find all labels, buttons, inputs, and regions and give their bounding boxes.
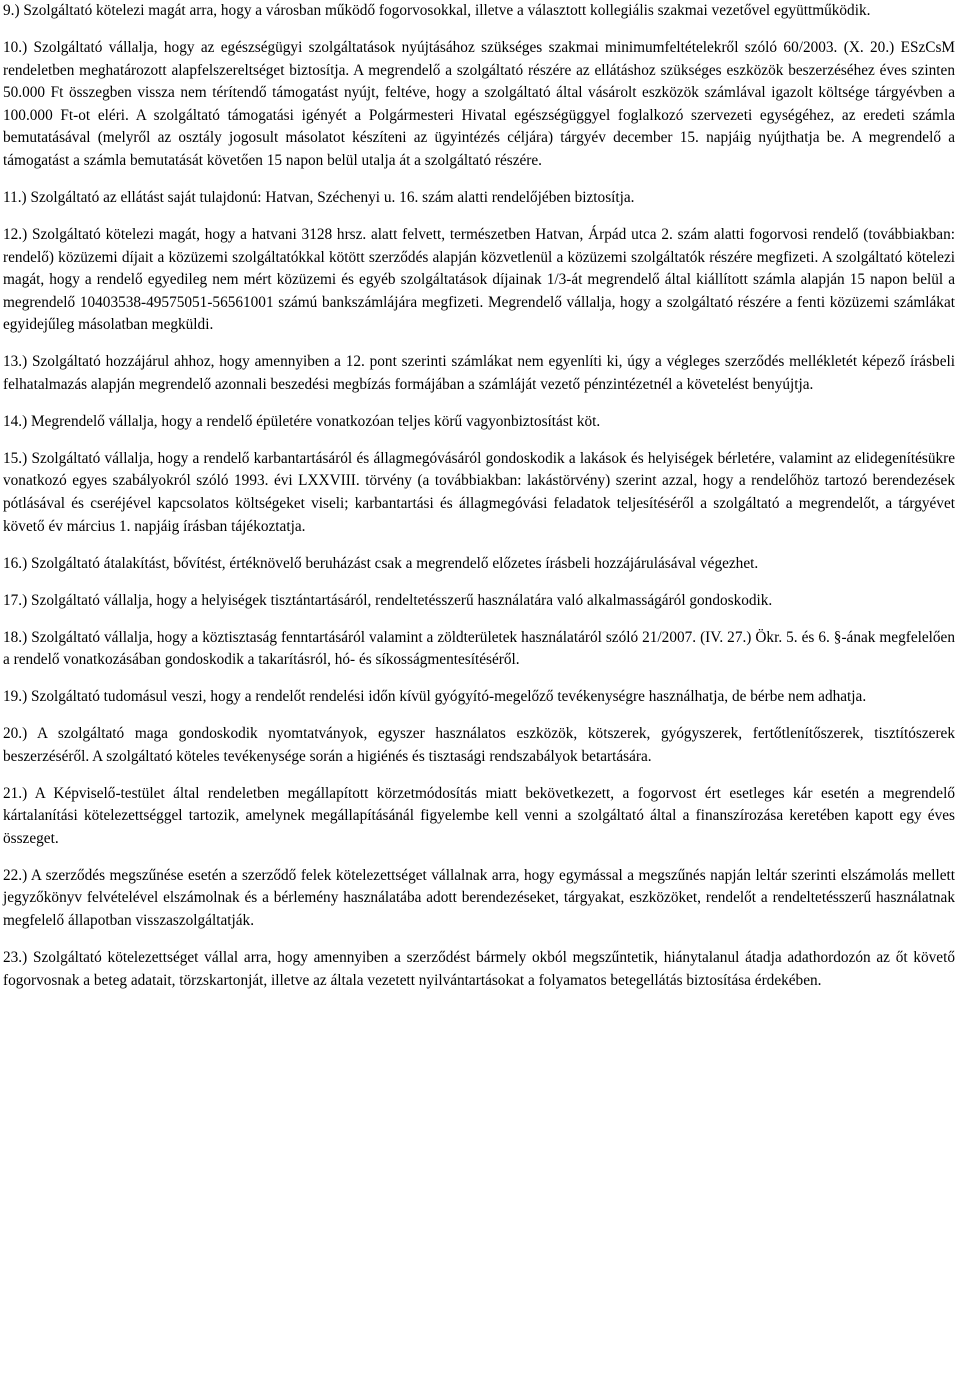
paragraph-19: 19.) Szolgáltató tudomásul veszi, hogy a rendelőt rendelési időn kívül gyógyító-megelőző tevékenységre használhatja, de bérbe nem adhatja. [3,688,867,706]
paragraph-9: 9.) Szolgáltató kötelezi magát arra, hogy a városban működő fogorvosokkal, illetve a választott kollegiális szakmai vezetővel együttműködik. [3,2,871,19]
paragraph-10: 10.) Szolgáltató vállalja, hogy az egészségügyi szolgáltatások nyújtásához szükséges szakmai minimumfeltételekről szóló 60/2003. (X. 20.) ESzCsM rendeletben meghatározott alapfelszereltséget biztosítja. A megrendelő a szolgáltató részére az ellátáshoz szükséges eszközök beszerzéséhez éves szinten 50.000 Ft összegben vissza nem térítendő támogatást nyújt, feltéve, hogy a szolgáltató által vásárolt eszközök számlával igazolt költsége tárgyévben a 100.000 Ft-ot eléri. A szolgáltató támogatási igényét a Polgármesteri Hivatal egészségüggyel foglalkozó szervezeti egységéhez, az eredeti számla bemutatásával (melyről az osztály jogosult másolatot készíteni az ügyintézés céljára) tárgyév december 15. napjáig nyújthatja be. A megrendelő a támogatást a számla bemutatását követően 15 napon belül utalja át a szolgáltató részére. [3,38,955,169]
paragraph-14: 14.) Megrendelő vállalja, hogy a rendelő épületére vonatkozóan teljes körű vagyonbiztosítást köt. [3,412,601,430]
paragraph-11: 11.) Szolgáltató az ellátást saját tulajdonú: Hatvan, Széchenyi u. 16. szám alatti rendelőjében biztosítja. [3,188,635,206]
paragraph-13: 13.) Szolgáltató hozzájárul ahhoz, hogy amennyiben a 12. pont szerinti számlákat nem egyenlíti ki, úgy a végleges szerződés mellékletét képező írásbeli felhatalmazás alapján megrendelő azonnali beszedési megbízás formájában a számláját vezető pénzintézetnél a követelést benyújtja. [3,353,955,393]
paragraph-15: 15.) Szolgáltató vállalja, hogy a rendelő karbantartásáról és állagmegóvásáról gondoskodik a lakások és helyiségek bérletére, valamint az elidegenítésükre vonatkozó egyes szabályokról szóló 1993. évi LXXVIII. törvény (a továbbiakban: lakástörvény) szerint azzal, hogy a rendelőhöz tartozó berendezések pótlásával és cseréjével kapcsolatos költségeket viseli; karbantartási és állagmegóvási feladatok teljesítéséről a szolgáltató a megrendelőt, a tárgyévet követő év március 1. napjáig írásban tájékoztatja. [3,449,955,535]
paragraph-17: 17.) Szolgáltató vállalja, hogy a helyiségek tisztántartásáról, rendeltetésszerű használatára való alkalmasságáról gondoskodik. [3,591,773,609]
paragraph-16: 16.) Szolgáltató átalakítást, bővítést, értéknövelő beruházást csak a megrendelő előzetes írásbeli hozzájárulásával végezhet. [3,554,759,572]
paragraph-12: 12.) Szolgáltató kötelezi magát, hogy a hatvani 3128 hrsz. alatt felvett, természetben Hatvan, Árpád utca 2. szám alatti fogorvosi rendelő (továbbiakban: rendelő) közüzemi díjait a közüzemi szolgáltatókkal kötött szerződés alapján közvetlenül a közüzemi szolgáltatók részére megfizeti. A szolgáltató kötelezi magát, hogy a rendelő egyedileg nem mért közüzemi és egyéb szolgáltatások díjainak 1/3-át megrendelő által kiállított számla alapján 15 napon belül a megrendelő 10403538-49575051-56561001 számú bankszámlájára megfizeti. Megrendelő vállalja, hogy a szolgáltató részére a fenti közüzemi számlákat egyidejűleg másolatban megküldi. [3,225,955,334]
paragraph-21: 21.) A Képviselő-testület által rendeletben megállapított körzetmódosítás miatt bekövetkezett, a fogorvost ért esetleges kár esetén a megrendelő kártalanítási kötelezettséggel tartozik, amelynek megállapításánál figyelembe kell venni a szolgáltató által a finanszírozása keretében kapott egy éves összeget. [3,784,955,847]
paragraph-20: 20.) A szolgáltató maga gondoskodik nyomtatványok, egyszer használatos eszközök, kötszerek, gyógyszerek, fertőtlenítőszerek, tisztítószerek beszerzéséről. A szolgáltató köteles tevékenysége során a higiénés és tisztasági rendszabályok betartására. [3,725,955,765]
paragraph-22: 22.) A szerződés megszűnése esetén a szerződő felek kötelezettséget vállalnak arra, hogy egymással a megszűnés napján leltár szerinti elszámolás mellett jegyzőkönyv felvételével elszámolnak és a bérlemény használatába adott berendezéseket, tárgyakat, eszközöket, rendelőt a rendeltetésszerű használatnak megfelelő állapotban visszaszolgáltatják. [3,866,955,930]
paragraph-23: 23.) Szolgáltató kötelezettséget vállal arra, hogy amennyiben a szerződést bármely okból megszűntetik, hiánytalanul átadja adathordozón az őt követő fogorvosnak a beteg adatait, törzskartonját, illetve az általa vezetett nyilvántartásokat a folyamatos betegellátás biztosítása érdekében. [3,949,955,989]
paragraph-18: 18.) Szolgáltató vállalja, hogy a köztisztaság fenntartásáról valamint a zöldterületek használatáról szóló 21/2007. (IV. 27.) Ökr. 5. és 6. §-ának megfelelően a rendelő vonatkozásában gondoskodik a takarításról, hó- és síkosságmentesítéséről. [3,628,955,669]
